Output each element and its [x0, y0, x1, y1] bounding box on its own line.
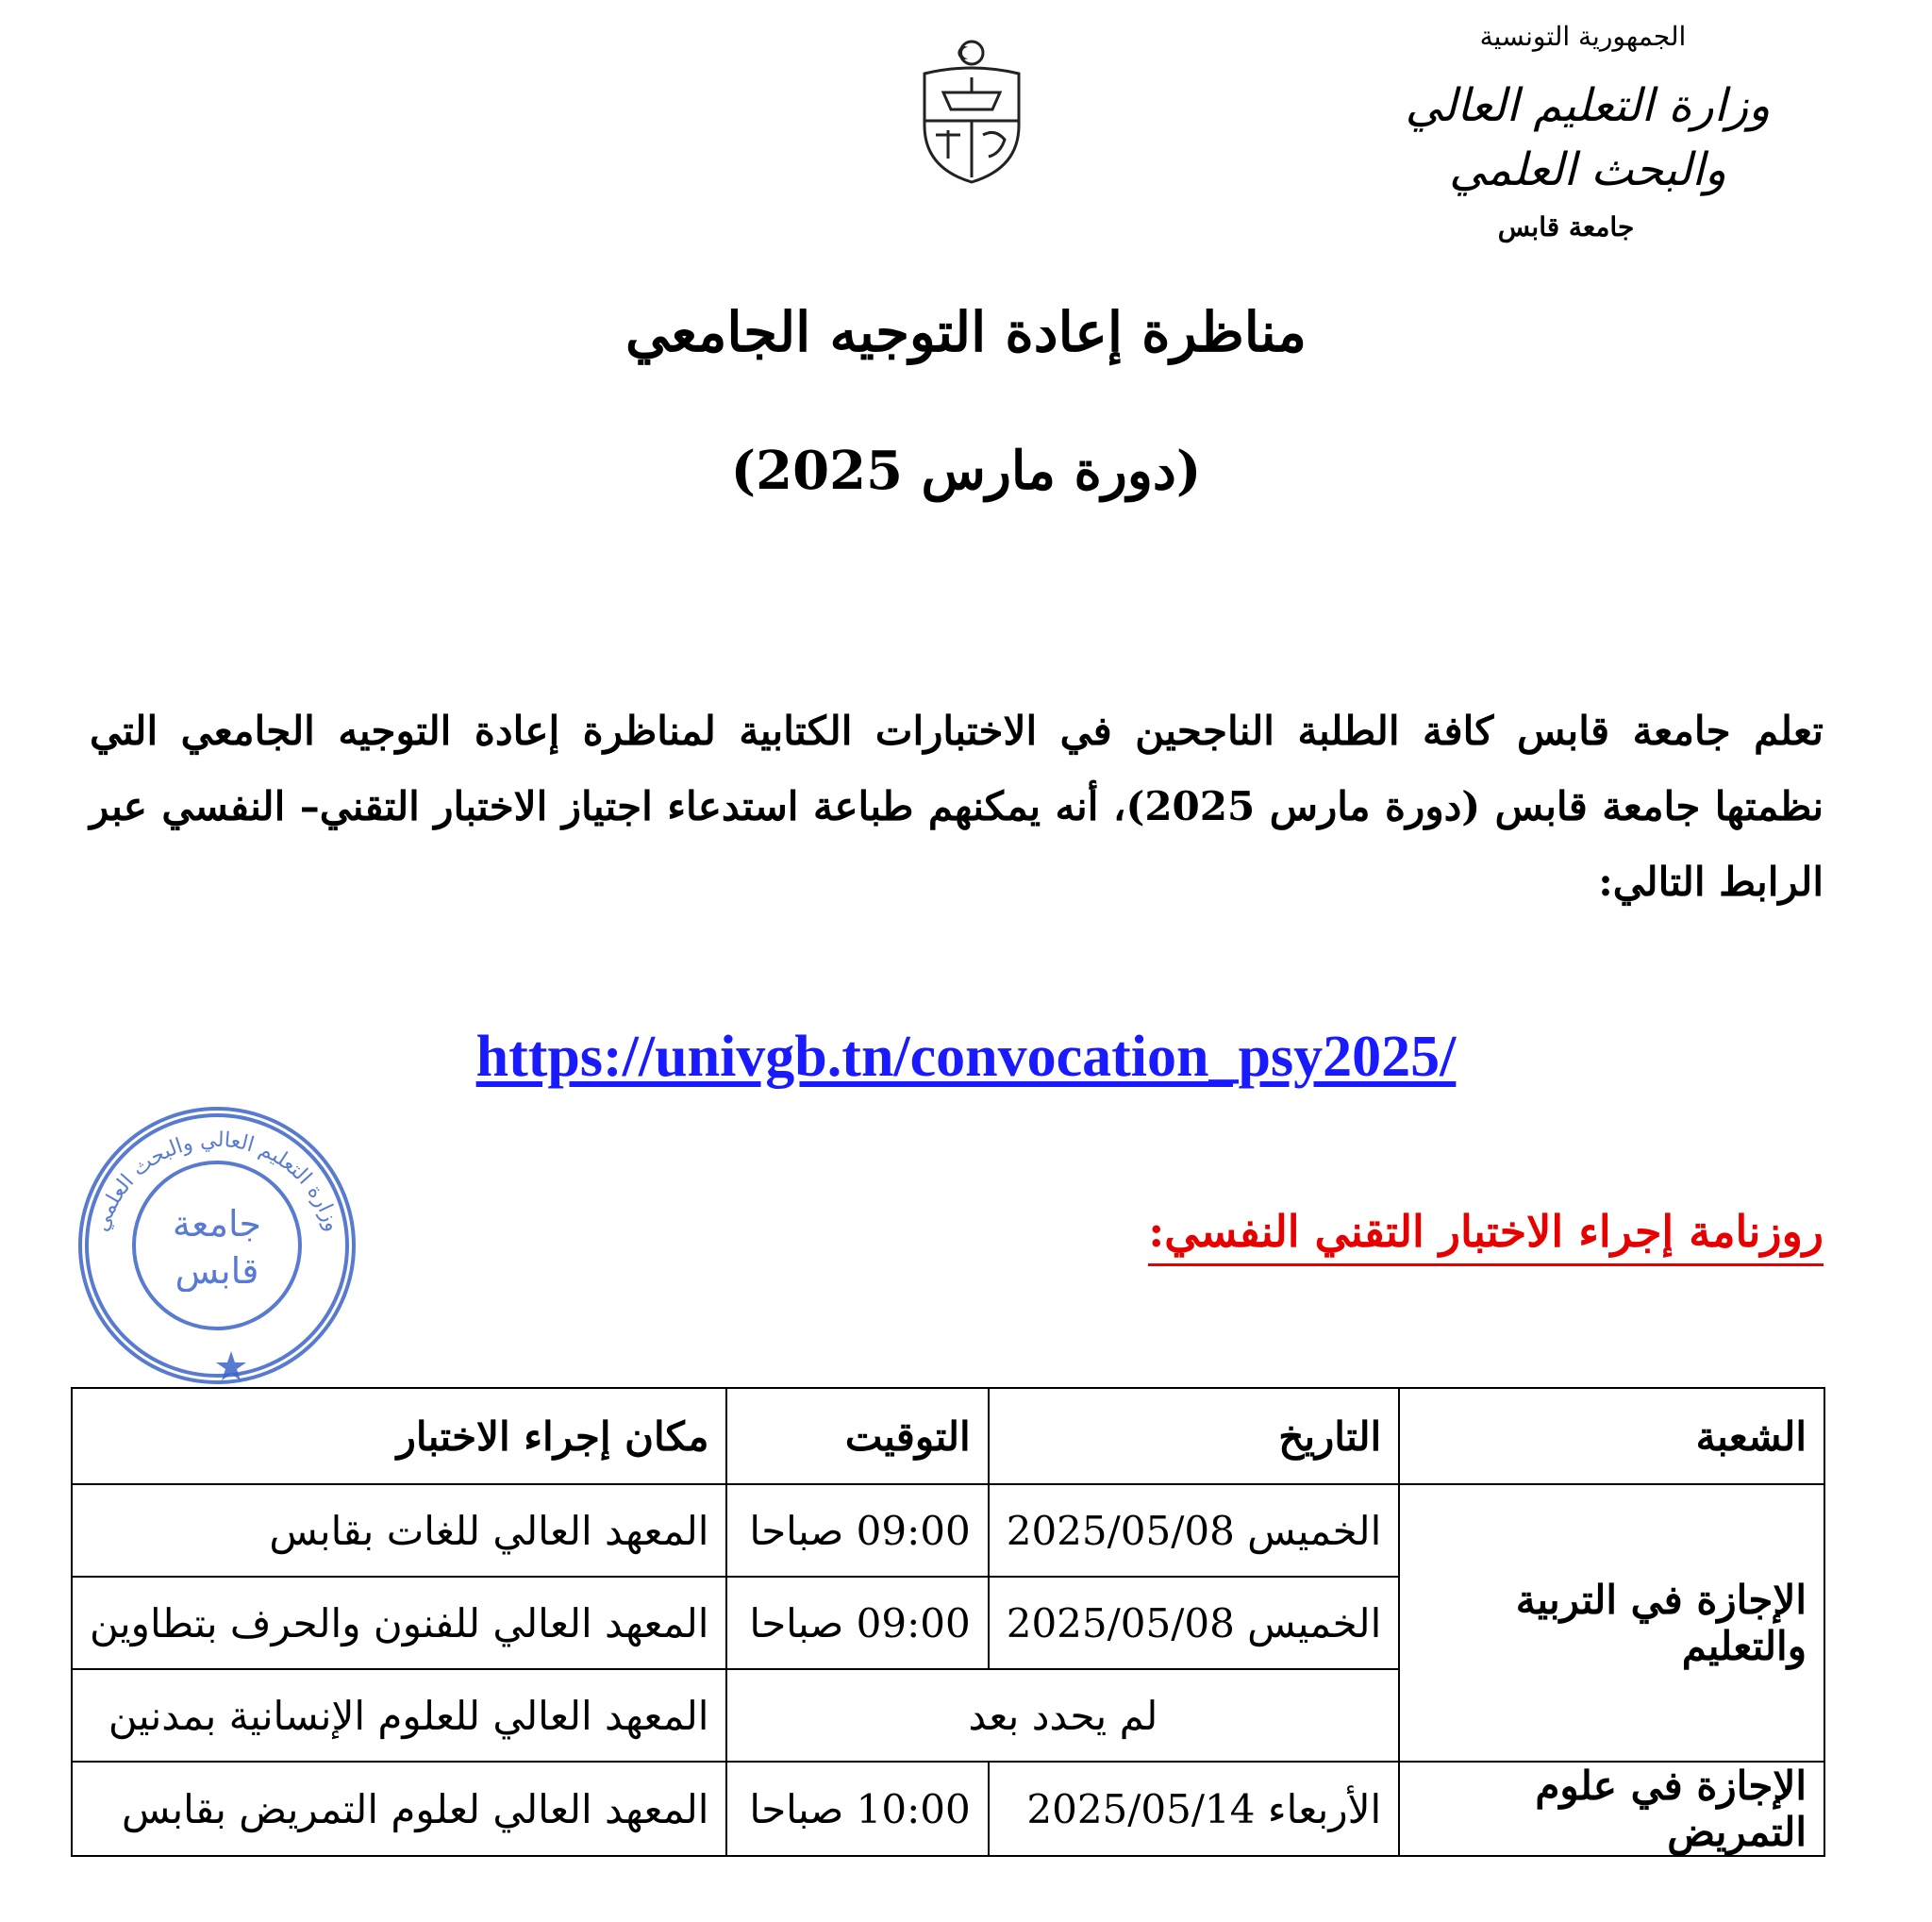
cell-time-suffix: صباحا [749, 1507, 844, 1554]
column-header-place: مكان إجراء الاختبار [72, 1388, 726, 1484]
cell-date-value: 2025/05/14 [1026, 1785, 1256, 1832]
schedule-table [71, 1387, 1825, 1857]
university-stamp-icon [66, 1095, 368, 1387]
cell-place: المعهد العالي لعلوم التمريض بقابس [72, 1762, 726, 1856]
stamp-ring-text: وزارة التعليم العالي والبحث العلمي [90, 1128, 344, 1235]
cell-place: المعهد العالي للفنون والحرف بتطاوين [72, 1577, 726, 1669]
cell-date-day: الخميس [1247, 1507, 1382, 1554]
cell-time-suffix: صباحا [749, 1785, 844, 1832]
cell-date-day: الخميس [1247, 1599, 1382, 1646]
cell-time [726, 1484, 988, 1577]
announcement-paragraph: تعلم جامعة قابس كافة الطلبة الناجحين في الاختبارات الكتابية لمناظرة إعادة التوجيه الجامعي التي نظمتها جامعة قابس (دورة مارس 2025)، أنه يمكنهم طباعة استدعاء اجتياز الاختبار التقني– النفسي عبر الرابط التالي: [90, 708, 1824, 905]
coat-of-arms-icon [906, 36, 1038, 187]
cell-time-value: 09:00 [856, 1599, 971, 1646]
cell-date-value: 2025/05/08 [1006, 1599, 1235, 1646]
page-subtitle-session: (دورة مارس 2025) [730, 440, 1202, 502]
stamp-center-line2: قابس [175, 1250, 259, 1292]
cell-date [989, 1577, 1400, 1669]
cell-undetermined: لم يحدد بعد [726, 1669, 1399, 1762]
cell-time-value: 09:00 [856, 1507, 971, 1554]
stamp-center-line1: جامعة [172, 1203, 262, 1245]
header-university: جامعة قابس [1497, 211, 1635, 242]
column-header-time: التوقيت [726, 1388, 988, 1484]
header-ministry-line1: وزارة التعليم العالي [1405, 79, 1771, 132]
cell-time [726, 1577, 988, 1669]
cell-date-value: 2025/05/08 [1006, 1507, 1235, 1554]
cell-place: المعهد العالي للعلوم الإنسانية بمدنين [72, 1669, 726, 1762]
calendar-heading: روزنامة إجراء الاختبار التقني النفسي: [1148, 1203, 1824, 1266]
cell-time [726, 1762, 988, 1856]
header-ministry-line2: والبحث العلمي [1449, 143, 1726, 196]
column-header-date: التاريخ [989, 1388, 1400, 1484]
cell-date [989, 1762, 1400, 1856]
cell-branch: الإجازة في علوم التمريض [1399, 1762, 1824, 1856]
cell-date-day: الأربعاء [1267, 1785, 1382, 1832]
table-row [72, 1762, 1824, 1856]
column-header-branch: الشعبة [1399, 1388, 1824, 1484]
page-title: مناظرة إعادة التوجيه الجامعي [625, 300, 1307, 364]
cell-date [989, 1484, 1400, 1577]
header-republic: الجمهورية التونسية [1479, 21, 1687, 52]
convocation-link[interactable]: https://univgb.tn/convocation_psy2025/ [475, 1025, 1457, 1089]
table-row [72, 1484, 1824, 1577]
header-ministry [1390, 74, 1786, 202]
cell-place: المعهد العالي للغات بقابس [72, 1484, 726, 1577]
cell-branch: الإجازة في التربية والتعليم [1399, 1484, 1824, 1762]
table-header-row [72, 1388, 1824, 1484]
cell-time-value: 10:00 [856, 1785, 971, 1832]
cell-time-suffix: صباحا [749, 1599, 844, 1646]
